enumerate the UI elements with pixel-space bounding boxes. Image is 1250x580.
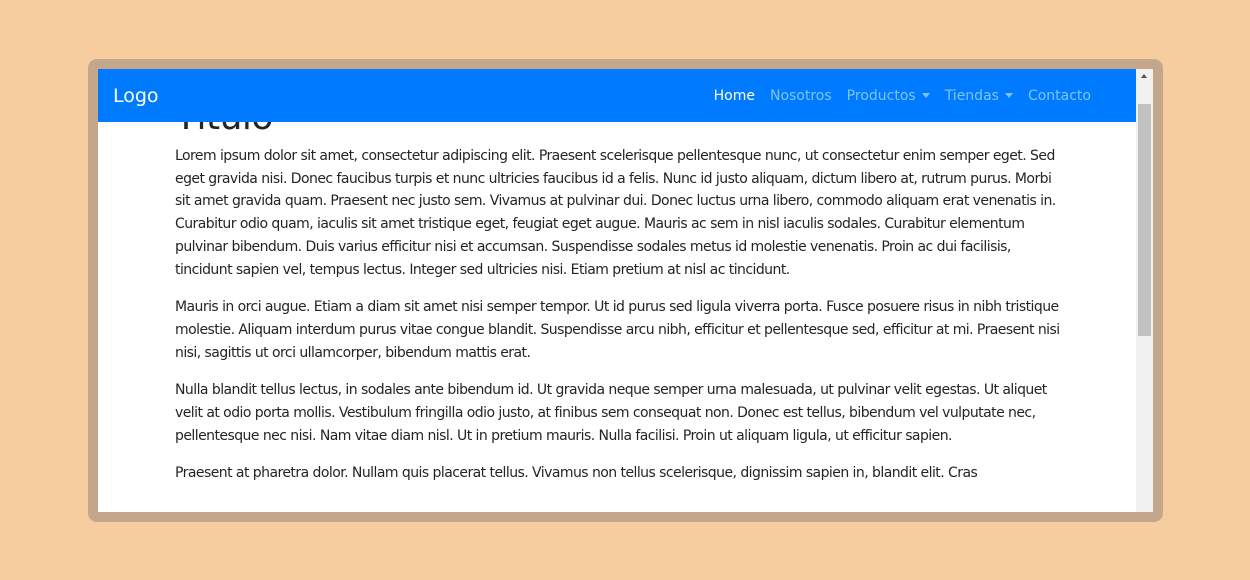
nav-link-nosotros[interactable]: Nosotros <box>769 88 832 104</box>
page-content <box>98 69 1136 512</box>
brand-logo-link[interactable]: Logo <box>113 85 159 107</box>
paragraph-2: Mauris in orci augue. Etiam a diam sit amet nisi semper tempor. Ut id purus sed ligula viverra porta. Fusce posuere risus in nibh tristique molestie. Aliquam interdum purus vitae congue blandit. Suspendisse arcu nibh, efficitur et pellentesque sed, efficitur at mi. Praesent nisi nisi, sagittis ut orci ullamcorper, bibendum mattis erat. <box>175 299 1060 361</box>
nav-dropdown-productos-label: Productos <box>846 88 916 104</box>
main-container <box>175 91 1065 500</box>
paragraph-1: Lorem ipsum dolor sit amet, consectetur adipiscing elit. Praesent scelerisque pellentesque nunc, ut consectetur enim semper eget. Sed eget gravida nisi. Donec faucibus turpis et nunc ultricies faucibus id a felis. Nunc id justo aliquam, dictum libero at, rutrum purus. Morbi sit amet gravida quam. Praesent nec justo sem. Vivamus at pulvinar dui. Donec luctus urna libero, commodo aliquam erat venenatis in. Curabitur odio quam, iaculis sit amet tristique eget, feugiat eget augue. Mauris ac sem in nisl iaculis sodales. Curabitur elementum pulvinar bibendum. Duis varius efficitur nisi et accumsan. Suspendisse sodales metus id molestie venenatis. Proin ac dui facilisis, tincidunt sapien vel, tempus lectus. Integer sed ultricies nisi. Etiam pretium at nisl ac tincidunt. <box>175 148 1056 278</box>
nav-link-home[interactable]: Home <box>713 88 755 104</box>
nav-dropdown-productos[interactable] <box>847 87 930 105</box>
nav-dropdown-tiendas[interactable] <box>945 87 1013 105</box>
nav-links <box>714 87 1091 105</box>
nav-link-contacto[interactable]: Contacto <box>1027 88 1091 104</box>
paragraph-4: Praesent at pharetra dolor. Nullam quis placerat tellus. Vivamus non tellus scelerisque, dignissim sapien in, blandit elit. Cras <box>175 465 978 482</box>
device-frame <box>88 59 1163 522</box>
scroll-up-arrow-icon[interactable] <box>1136 69 1153 86</box>
top-navbar <box>98 69 1136 122</box>
vertical-scrollbar[interactable] <box>1136 69 1153 512</box>
nav-dropdown-tiendas-label: Tiendas <box>944 88 999 104</box>
paragraph-3: Nulla blandit tellus lectus, in sodales ante bibendum id. Ut gravida neque semper urna malesuada, ut pulvinar velit egestas. Ut aliquet velit at odio porta mollis. Vestibulum fringilla odio justo, at finibus sem consequat non. Donec est tellus, bibendum vel vulputate nec, pellentesque nec nisi. Nam vitae diam nisl. Ut in pretium mauris. Nulla facilisi. Proin ut aliquam ligula, ut efficitur sapien. <box>175 382 1047 444</box>
caret-down-icon <box>1005 93 1013 98</box>
caret-down-icon <box>922 93 930 98</box>
scrollbar-thumb[interactable] <box>1138 104 1151 336</box>
browser-viewport <box>98 69 1153 512</box>
